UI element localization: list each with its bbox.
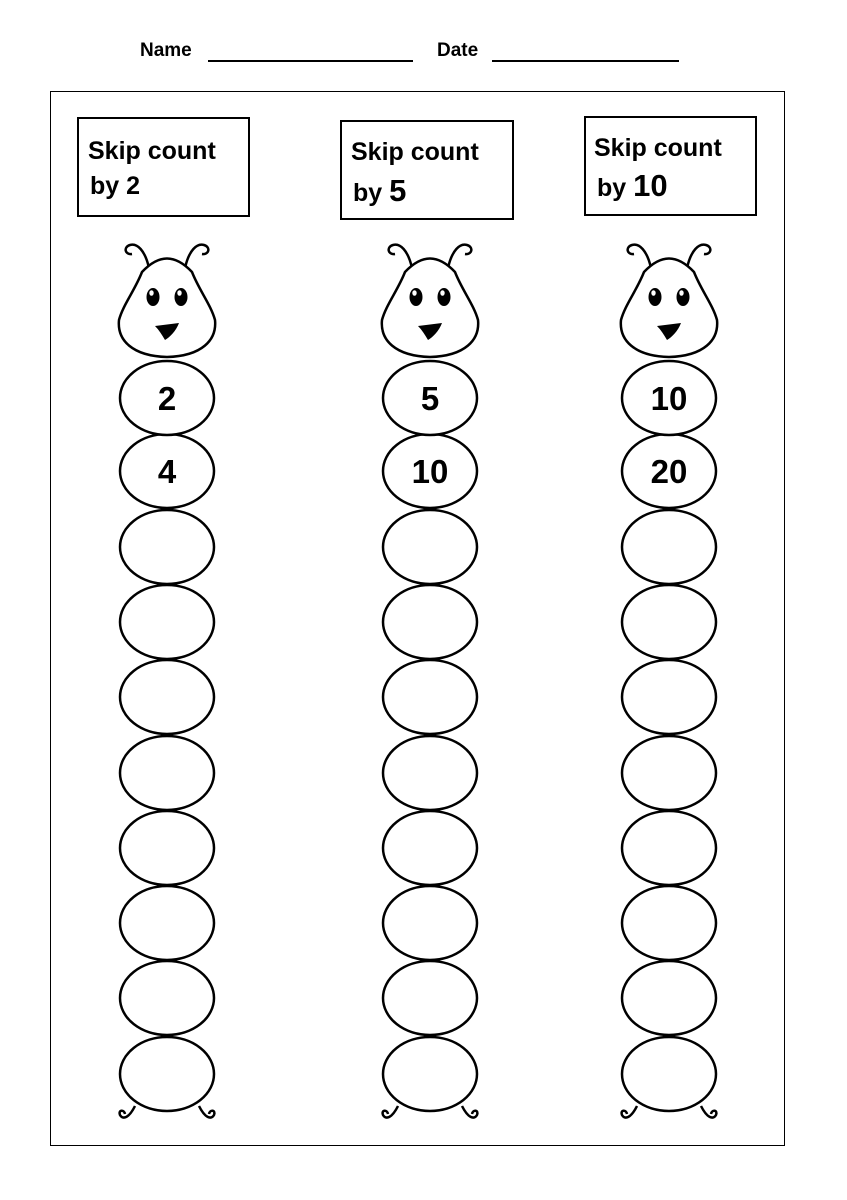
antenna-right	[448, 245, 471, 268]
title-number: 5	[389, 173, 407, 208]
segment-number: 2	[157, 380, 177, 417]
antenna-right	[687, 245, 710, 268]
title-line: Skip count	[351, 138, 479, 166]
body-segment[interactable]	[622, 811, 716, 885]
foot-left	[383, 1106, 398, 1118]
segment-number: 5	[420, 380, 440, 417]
body-segment[interactable]	[120, 736, 214, 810]
body-segment[interactable]	[622, 660, 716, 734]
body-segment[interactable]	[120, 585, 214, 659]
date-label: Date	[437, 40, 479, 61]
antenna-right	[185, 245, 208, 268]
segment-number: 20	[650, 453, 688, 490]
body-segment[interactable]	[383, 660, 477, 734]
body-segment[interactable]	[120, 886, 214, 960]
eye-right	[677, 288, 690, 306]
antenna-left	[126, 245, 149, 268]
caterpillar-skip-2	[119, 245, 215, 1118]
body-segment[interactable]	[120, 811, 214, 885]
title-by-word: by	[353, 179, 383, 207]
title-number: 2	[126, 172, 141, 200]
body-segment[interactable]	[383, 1037, 477, 1111]
eye-left	[410, 288, 423, 306]
body-segment[interactable]	[622, 886, 716, 960]
segment-number: 10	[650, 380, 688, 417]
eye-right	[175, 288, 188, 306]
name-label: Name	[140, 40, 192, 61]
body-segment[interactable]	[383, 736, 477, 810]
body-segment[interactable]	[120, 510, 214, 584]
body-segment[interactable]	[383, 811, 477, 885]
body-segment[interactable]	[120, 961, 214, 1035]
caterpillar-head	[119, 259, 215, 358]
caterpillar-head	[382, 259, 478, 358]
body-segment[interactable]	[622, 961, 716, 1035]
body-segment[interactable]	[622, 585, 716, 659]
segment-number: 4	[157, 453, 177, 490]
eye-left	[649, 288, 662, 306]
title-line: Skip count	[88, 137, 216, 165]
body-segment[interactable]	[383, 961, 477, 1035]
foot-left	[622, 1106, 637, 1118]
foot-left	[120, 1106, 135, 1118]
body-segment[interactable]	[120, 660, 214, 734]
caterpillar-head	[621, 259, 717, 358]
body-segment[interactable]	[622, 1037, 716, 1111]
caterpillar-skip-10	[621, 245, 717, 1118]
antenna-left	[389, 245, 412, 268]
caterpillar-skip-5	[382, 245, 478, 1118]
title-line: Skip count	[594, 134, 722, 162]
foot-right	[199, 1106, 214, 1118]
title-by-word: by	[597, 174, 627, 202]
segment-number: 10	[411, 453, 449, 490]
title-by-word: by	[90, 172, 120, 200]
antenna-left	[628, 245, 651, 268]
body-segment[interactable]	[120, 1037, 214, 1111]
body-segment[interactable]	[383, 886, 477, 960]
foot-right	[462, 1106, 477, 1118]
body-segment[interactable]	[383, 585, 477, 659]
eye-right	[438, 288, 451, 306]
foot-right	[701, 1106, 716, 1118]
body-segment[interactable]	[622, 510, 716, 584]
eye-left	[147, 288, 160, 306]
body-segment[interactable]	[622, 736, 716, 810]
title-number: 10	[633, 168, 668, 203]
body-segment[interactable]	[383, 510, 477, 584]
